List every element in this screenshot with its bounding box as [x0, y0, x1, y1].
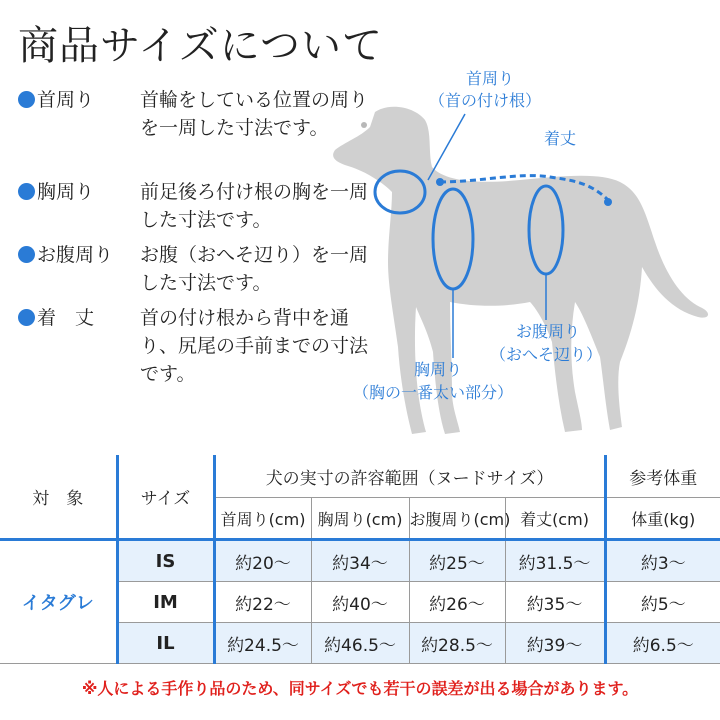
col-weight-header: 体重(kg): [605, 498, 720, 540]
size-table: [0, 455, 720, 664]
bullet-icon: [18, 183, 35, 200]
size-table-wrap: [0, 455, 720, 664]
page-title: 商品サイズについて: [18, 23, 383, 69]
col-belly-header: お腹周り(cm): [409, 498, 505, 540]
neck-label-sub: （首の付け根）: [428, 91, 542, 110]
col-target-header: 対 象: [0, 455, 117, 540]
belly-label-sub: （おへそ辺り）: [489, 345, 603, 364]
belly-label: お腹周り: [515, 322, 581, 341]
value-cell: 約5～: [605, 582, 720, 623]
col-neck-header: 首周り(cm): [214, 498, 311, 540]
bullet-icon: [18, 309, 35, 326]
definition-term: 首周り: [37, 89, 95, 111]
definition-desc: 前足後ろ付け根の胸を一周した寸法です。: [140, 181, 369, 231]
definition-desc: お腹（おへそ辺り）を一周した寸法です。: [140, 244, 369, 294]
chest-label: 胸周り: [413, 360, 463, 379]
definition-desc: 首の付け根から背中を通り、尻尾の手前までの寸法です。: [140, 307, 369, 385]
neck-leader-line: [428, 114, 465, 180]
value-cell: 約6.5～: [605, 623, 720, 664]
value-cell: 約26～: [409, 582, 505, 623]
table-row: [0, 540, 720, 582]
value-cell: 約28.5～: [409, 623, 505, 664]
dog-eye: [361, 122, 367, 128]
length-start-dot: [436, 178, 444, 186]
definition-term: 着 丈: [37, 307, 95, 329]
value-cell: 約3～: [605, 540, 720, 582]
size-cell: IM: [117, 582, 214, 623]
table-header-row: [0, 455, 720, 498]
definition-term: お腹周り: [37, 244, 114, 266]
size-cell: IS: [117, 540, 214, 582]
value-cell: 約25～: [409, 540, 505, 582]
weight-group-header: 参考体重: [605, 455, 720, 498]
value-cell: 約39～: [505, 623, 605, 664]
neck-label: 首周り: [465, 69, 515, 88]
length-label: 着丈: [543, 129, 577, 148]
value-cell: 約31.5～: [505, 540, 605, 582]
disclaimer-note: ※人による手作り品のため、同サイズでも若干の誤差が出る場合があります。: [81, 679, 639, 698]
size-cell: IL: [117, 623, 214, 664]
value-cell: 約22～: [214, 582, 311, 623]
col-size-header: サイズ: [117, 455, 214, 540]
chest-label-sub: （胸の一番太い部分）: [352, 383, 514, 402]
value-cell: 約24.5～: [214, 623, 311, 664]
dog-diagram: [320, 62, 720, 447]
bullet-icon: [18, 91, 35, 108]
col-length-header: 着丈(cm): [505, 498, 605, 540]
length-end-dot: [604, 198, 612, 206]
value-cell: 約40～: [311, 582, 409, 623]
bullet-icon: [18, 246, 35, 263]
definition-desc: 首輪をしている位置の周りを一周した寸法です。: [140, 89, 369, 139]
definition-term: 胸周り: [37, 181, 95, 203]
value-cell: 約35～: [505, 582, 605, 623]
col-chest-header: 胸周り(cm): [311, 498, 409, 540]
actual-size-group-header: 犬の実寸の許容範囲（ヌードサイズ）: [214, 455, 605, 498]
value-cell: 約34～: [311, 540, 409, 582]
target-cell: イタグレ: [0, 540, 117, 664]
value-cell: 約20～: [214, 540, 311, 582]
value-cell: 約46.5～: [311, 623, 409, 664]
